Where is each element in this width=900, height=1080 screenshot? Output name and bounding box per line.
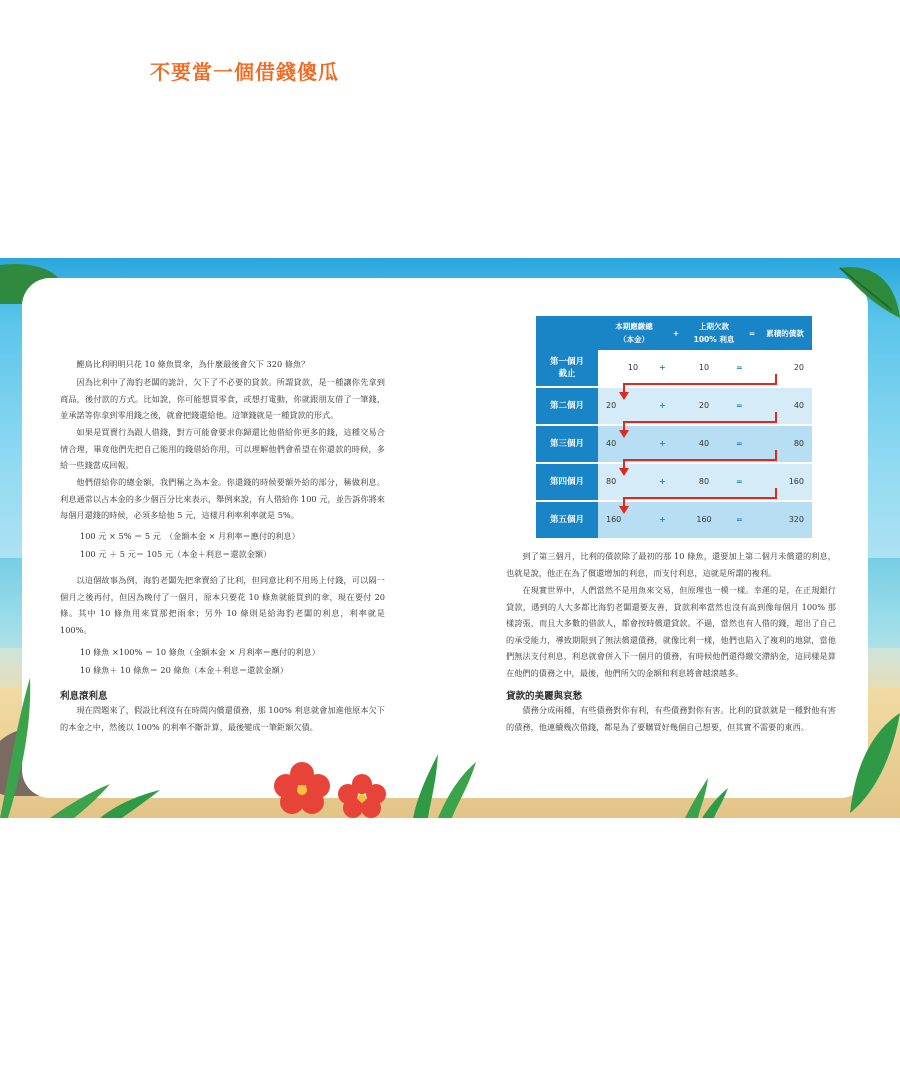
equals-operator: = bbox=[736, 515, 743, 524]
table-cell: 40 bbox=[793, 401, 804, 410]
row-label: 第二個月 bbox=[536, 388, 598, 424]
plus-operator: + bbox=[659, 439, 666, 448]
table-header: 累積的債款 bbox=[758, 316, 812, 350]
paragraph: 如果是買賣行為跟人借錢，對方可能會要求你歸還比他借給你更多的錢，這種交易合情合理，畢竟他們先把自己能用的錢借給你用，可以理解他們會希望在你還款的時候，多給一些錢當成回報。 bbox=[60, 427, 385, 470]
grass-leaf-illustration bbox=[680, 778, 730, 818]
equals-operator: = bbox=[736, 477, 743, 486]
grass-leaf-illustration bbox=[50, 784, 160, 818]
row-label: 第一個月 截止 bbox=[536, 350, 598, 386]
equals-operator: = bbox=[736, 439, 743, 448]
hibiscus-flower-illustration bbox=[272, 760, 332, 818]
equals-operator: = bbox=[736, 363, 743, 372]
plus-operator: + bbox=[659, 401, 666, 410]
equals-operator: = bbox=[736, 401, 743, 410]
table-cell: 20 bbox=[793, 363, 804, 372]
plus-operator: + bbox=[659, 477, 666, 486]
equation-line: 10 條魚＋ 10 條魚＝ 20 條魚（本金＋利息＝還款金額） bbox=[80, 665, 289, 675]
plant-leaf-illustration bbox=[0, 678, 40, 818]
table-cell: 80 bbox=[606, 477, 617, 486]
section-heading: 利息滾利息 bbox=[60, 691, 108, 702]
table-cell: 10 bbox=[698, 363, 710, 372]
table-cell: 160 bbox=[788, 477, 804, 486]
table-cell: 160 bbox=[606, 515, 622, 524]
table-cell: 40 bbox=[606, 439, 617, 448]
grass-leaf-illustration bbox=[408, 754, 478, 818]
equation-line: 10 條魚 ×100% ＝ 10 條魚（金額本金 × 月利率＝應付的利息） bbox=[80, 647, 320, 657]
table-cell: 80 bbox=[793, 439, 804, 448]
paragraph: 因為比利中了海豹老闆的詭計，欠下了不必要的貸款。所謂貸款，是一種讓你先拿到商品，後付款的方式。比如說，你可能想買零食，或想打電動，你就跟朋友借了一筆錢，並承諾等你拿到零用錢之後，就會把錢還給他。這筆錢就是一種貸款的形式。 bbox=[60, 377, 385, 420]
table-cell: 160 bbox=[696, 515, 712, 524]
paragraph: 債務分成兩種，有些債務對你有利，有些債務對你有害。比利的貸款就是一種對他有害的債務，他連續幾次借錢，都是為了要購買好幾個自己想要，但其實不需要的東西。 bbox=[506, 705, 836, 732]
row-label: 第五個月 bbox=[536, 502, 598, 538]
table-cell: 80 bbox=[698, 477, 710, 486]
table-header-operator: = bbox=[746, 316, 758, 350]
paragraph: 以這個故事為例，海豹老闆先把傘賣給了比利，但同意比利不用馬上付錢，可以隔一個月之後再付，但因為晚付了一個月，原本只要花 10 條魚就能買到的傘，現在要付 20 條。其中 10 條魚用來買那把雨傘；另外 10 條則是給海豹老闆的利息，利率就是 100%。 bbox=[60, 575, 385, 635]
palm-leaf-illustration bbox=[830, 258, 900, 338]
table-header-operator: + bbox=[670, 316, 682, 350]
carry-over-arrows bbox=[536, 316, 812, 538]
hibiscus-flower-illustration bbox=[336, 772, 388, 818]
paragraph: 現在問題來了，假設比利沒有在時間內償還債務，那 100% 利息就會加進他原本欠下的本金之中，然後以 100% 的利率不斷計算，最後變成一筆鉅額欠債。 bbox=[60, 705, 385, 732]
plus-operator: + bbox=[659, 515, 666, 524]
table-header: 上期欠款 100% 利息 bbox=[682, 316, 746, 350]
paragraph: 到了第三個月，比利的債款除了最初的那 10 條魚，還要加上第二個月未償還的利息，也就是說，他正在為了償還增加的利息，而支付利息，這就是所謂的複利。 bbox=[506, 551, 836, 578]
page-title: 不要當一個借錢傻瓜 bbox=[150, 60, 339, 84]
palm-leaf-illustration bbox=[830, 713, 900, 818]
plus-operator: + bbox=[659, 363, 666, 372]
table-header: 本期應繳總 （本金） bbox=[598, 316, 670, 350]
table-cell: 40 bbox=[698, 439, 710, 448]
row-label: 第四個月 bbox=[536, 464, 598, 500]
table-cell: 20 bbox=[698, 401, 710, 410]
equation-line: 100 元 × 5% ＝ 5 元 （金額本金 × 月利率＝應付的利息） bbox=[80, 531, 300, 541]
section-heading: 貸款的美麗與哀愁 bbox=[506, 691, 583, 702]
paragraph: 他們借給你的總金額，我們稱之為本金。你還錢的時候要額外給的部分，稱做利息。利息通常以占本金的多少個百分比來表示，舉例來說，有人借給你 100 元，並告訴你將來每個月還錢的時候，必須多給他 5 元，這樣月利率利率就是 5%。 bbox=[60, 477, 385, 520]
row-label: 第三個月 bbox=[536, 426, 598, 462]
table-cell: 320 bbox=[788, 515, 804, 524]
table-cell: 10 bbox=[627, 363, 639, 372]
table-cell: 20 bbox=[606, 401, 617, 410]
equation-line: 100 元 ＋ 5 元＝ 105 元（本金＋利息＝還款金額） bbox=[80, 549, 272, 559]
paragraph: 在現實世界中，人們當然不是用魚來交易，但原理也一模一樣。幸運的是，在正規銀行貸款，遇到的人大多都比海豹老闆還要友善，貸款利率當然也沒有高到像每個月 100% 那樣誇張，而且大多數的借款人，都會按時償還貸款。不過，當然也有人借的錢，超出了自己的承受能力，導致期限到了無法償還債務，就像比利一樣，他們也陷入了複利的地獄，當他們無法支付利息，利息就會併入下一個月的債務，有時候他們還得繳交滯納金，這同樣是算在他們的債務之中，最後，他們所欠的金額和利息將會越滾越多。 bbox=[506, 585, 836, 678]
paragraph: 鰹鳥比利明明只花 10 條魚買傘，為什麼最後會欠下 320 條魚？ bbox=[76, 359, 310, 369]
